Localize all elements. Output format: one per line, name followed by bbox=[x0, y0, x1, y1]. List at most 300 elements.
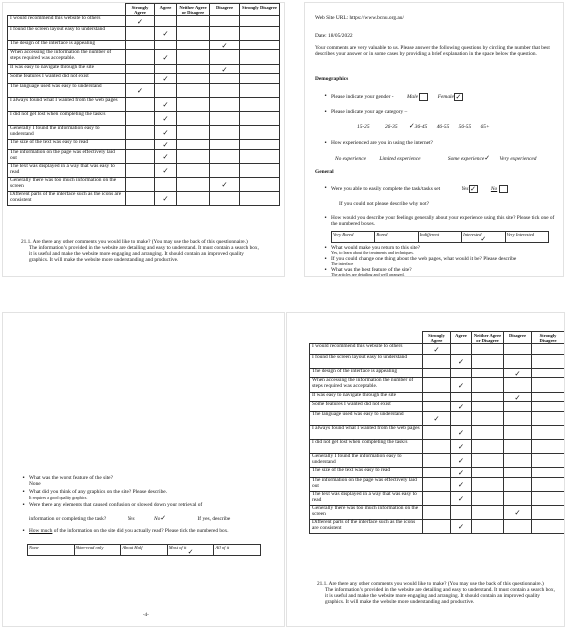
answer-cell[interactable] bbox=[423, 369, 451, 378]
comments-answer-copy: The information’s provided in the website are detailing and easy to understand. It must contain a search box, it is useful and make the website more engaging and arranging. It should contain an improved quality graphics. It will make the website more understanding and productive. bbox=[325, 587, 555, 605]
answer-cell[interactable] bbox=[532, 378, 565, 393]
answer-cell[interactable] bbox=[532, 355, 565, 369]
answer-cell[interactable] bbox=[504, 355, 532, 369]
answer-cell[interactable] bbox=[451, 378, 472, 393]
gender-label: Please indicate your gender - bbox=[331, 94, 394, 101]
answer-cell[interactable] bbox=[532, 402, 565, 412]
survey-question: Different parts of the interface such as the icons are consistent bbox=[310, 520, 423, 534]
exp-opt-1[interactable]: No experience bbox=[335, 156, 366, 162]
answer-cell[interactable] bbox=[240, 16, 280, 27]
feelings-question: • How would you describe your feelings generally about your experience using this site? Please tick one of the numbered boxes. bbox=[331, 215, 561, 227]
answer-cell[interactable] bbox=[423, 402, 451, 412]
answer-cell[interactable] bbox=[504, 344, 532, 355]
survey-question: The size of the text was easy to read bbox=[8, 140, 126, 150]
answer-cell[interactable] bbox=[532, 344, 565, 355]
answer-cell[interactable] bbox=[177, 98, 210, 112]
answer-cell[interactable] bbox=[504, 506, 532, 520]
survey-row bbox=[8, 27, 280, 41]
survey-question: The language used was easy to understand bbox=[310, 412, 423, 426]
answer-cell[interactable] bbox=[451, 355, 472, 369]
confusion-question: • Were there any elements that caused confusion or slowed down your retrieval of bbox=[29, 502, 202, 508]
answer-cell[interactable] bbox=[504, 440, 532, 454]
answer-cell[interactable] bbox=[155, 27, 177, 41]
answer-cell[interactable] bbox=[210, 65, 240, 74]
rating-box[interactable] bbox=[74, 545, 121, 556]
answer-cell[interactable] bbox=[240, 98, 280, 112]
yes-checkbox[interactable] bbox=[469, 185, 478, 193]
female-checkbox[interactable] bbox=[454, 93, 463, 101]
rating-label: Very Interested bbox=[506, 232, 535, 237]
rating-label: Skim-read only bbox=[75, 545, 104, 550]
answer-cell[interactable] bbox=[451, 520, 472, 534]
answer-cell[interactable] bbox=[126, 50, 155, 65]
open-questions-page bbox=[2, 312, 285, 627]
answer-cell[interactable] bbox=[155, 65, 177, 74]
answer-cell[interactable] bbox=[472, 393, 504, 402]
header-blank-cell bbox=[310, 332, 423, 344]
survey-row bbox=[310, 440, 565, 454]
rating-box[interactable] bbox=[332, 232, 375, 243]
survey-table bbox=[7, 3, 280, 206]
feelings-table bbox=[331, 231, 549, 243]
answer-cell[interactable] bbox=[155, 150, 177, 164]
age-opt-5[interactable]: 56-55 bbox=[458, 124, 472, 130]
survey-row bbox=[310, 426, 565, 440]
answer-cell[interactable] bbox=[177, 192, 210, 206]
rating-box[interactable] bbox=[505, 232, 548, 243]
answer-cell[interactable] bbox=[177, 16, 210, 27]
answer-cell[interactable] bbox=[177, 140, 210, 150]
answer-cell[interactable] bbox=[532, 440, 565, 454]
answer-cell[interactable] bbox=[155, 41, 177, 50]
answer-cell[interactable] bbox=[472, 478, 504, 492]
answer-cell[interactable] bbox=[126, 192, 155, 206]
answer-cell[interactable] bbox=[451, 412, 472, 426]
answer-cell[interactable] bbox=[210, 74, 240, 84]
comments-section-copy bbox=[317, 581, 555, 605]
survey-question: When accessing the information the number of steps required was acceptable. bbox=[8, 50, 126, 65]
answer-cell[interactable] bbox=[532, 492, 565, 506]
answer-cell[interactable] bbox=[472, 468, 504, 478]
date-line: Date: 18/05/2022 bbox=[315, 33, 353, 39]
survey-question: The text was displayed in a way that was easy to read bbox=[8, 164, 126, 178]
check-icon: ✓ bbox=[433, 414, 440, 423]
check-icon: ✓ bbox=[457, 480, 465, 489]
read-question bbox=[29, 528, 269, 534]
check-icon: ✓ bbox=[457, 402, 465, 411]
answer-cell[interactable] bbox=[126, 112, 155, 126]
answer-cell[interactable] bbox=[472, 506, 504, 520]
survey-row bbox=[8, 98, 280, 112]
confusion-tick-icon: ✓ bbox=[160, 514, 167, 522]
answer-cell[interactable] bbox=[240, 50, 280, 65]
survey-row bbox=[310, 454, 565, 468]
age-opt-6[interactable]: 65+ bbox=[480, 124, 490, 130]
answer-cell[interactable] bbox=[210, 164, 240, 178]
answer-cell[interactable] bbox=[423, 520, 451, 534]
answer-cell[interactable] bbox=[155, 140, 177, 150]
rating-box[interactable] bbox=[462, 232, 505, 243]
answer-cell[interactable] bbox=[126, 16, 155, 27]
survey-table-copy bbox=[309, 331, 565, 534]
answer-cell[interactable] bbox=[532, 412, 565, 426]
answer-cell[interactable] bbox=[423, 478, 451, 492]
answer-cell[interactable] bbox=[451, 492, 472, 506]
check-icon: ✓ bbox=[514, 392, 521, 402]
rating-box[interactable] bbox=[28, 545, 75, 556]
rating-tick-icon: ✓ bbox=[187, 548, 194, 556]
check-icon: ✓ bbox=[162, 52, 169, 62]
survey-header-row bbox=[8, 4, 280, 16]
answer-cell[interactable] bbox=[451, 454, 472, 468]
answer-cell[interactable] bbox=[504, 369, 532, 378]
answer-cell[interactable] bbox=[472, 369, 504, 378]
answer-cell[interactable] bbox=[423, 492, 451, 506]
exp-opt-4[interactable]: Very experienced bbox=[499, 156, 537, 162]
rating-box[interactable] bbox=[418, 232, 461, 243]
answer-cell[interactable] bbox=[240, 192, 280, 206]
confusion-question-cont: information or completing the task? bbox=[29, 516, 107, 522]
answer-cell[interactable] bbox=[240, 27, 280, 41]
scale-header: Disagree bbox=[504, 332, 532, 344]
rating-box[interactable] bbox=[214, 545, 261, 556]
answer-cell[interactable] bbox=[472, 344, 504, 355]
page-number: -4- bbox=[143, 613, 149, 618]
change-question: • If you could change one thing about the web pages, what would it be? Please describe bbox=[331, 256, 516, 262]
read-question-pre: How much bbox=[29, 528, 53, 534]
survey-question: Some features I wanted did not exist bbox=[8, 74, 126, 84]
survey-row bbox=[8, 192, 280, 206]
survey-row bbox=[8, 16, 280, 27]
best-question: • What was the best feature of the site? bbox=[331, 267, 412, 273]
answer-cell[interactable] bbox=[532, 478, 565, 492]
scale-header: Agree bbox=[155, 4, 177, 16]
check-icon: ✓ bbox=[162, 74, 169, 83]
answer-cell[interactable] bbox=[240, 178, 280, 192]
survey-page-bottom-right bbox=[286, 312, 565, 627]
age-question: • Please indicate your age category – bbox=[331, 109, 407, 115]
answer-cell[interactable] bbox=[451, 344, 472, 355]
survey-question: I did not get lost when completing the task/s bbox=[310, 440, 423, 454]
survey-row bbox=[310, 344, 565, 355]
answer-cell[interactable] bbox=[423, 344, 451, 355]
answer-cell[interactable] bbox=[451, 440, 472, 454]
check-icon: ✓ bbox=[514, 508, 521, 517]
answer-cell[interactable] bbox=[126, 84, 155, 98]
answer-cell[interactable] bbox=[155, 74, 177, 84]
exp-opt-3[interactable]: Some experience bbox=[447, 156, 485, 162]
male-checkbox[interactable] bbox=[419, 93, 428, 101]
worst-question: • What was the worst feature of the site? bbox=[29, 475, 113, 481]
answer-cell[interactable] bbox=[126, 126, 155, 140]
answer-cell[interactable] bbox=[451, 478, 472, 492]
survey-question: Generally I found the information easy to understand bbox=[8, 126, 126, 140]
answer-cell[interactable] bbox=[472, 412, 504, 426]
answer-cell[interactable] bbox=[126, 65, 155, 74]
answer-cell[interactable] bbox=[177, 41, 210, 50]
age-options bbox=[357, 123, 557, 130]
answer-cell[interactable] bbox=[240, 41, 280, 50]
answer-cell[interactable] bbox=[451, 402, 472, 412]
survey-row bbox=[310, 402, 565, 412]
answer-cell[interactable] bbox=[126, 140, 155, 150]
check-icon: ✓ bbox=[162, 128, 169, 137]
check-icon: ✓ bbox=[457, 442, 465, 451]
answer-cell[interactable] bbox=[423, 468, 451, 478]
answer-cell[interactable] bbox=[177, 112, 210, 126]
rating-label: Indifferent bbox=[419, 232, 440, 237]
check-icon: ✓ bbox=[433, 344, 440, 354]
answer-cell[interactable] bbox=[532, 393, 565, 402]
demographics-page bbox=[304, 2, 564, 277]
answer-cell[interactable] bbox=[155, 98, 177, 112]
answer-cell[interactable] bbox=[210, 27, 240, 41]
answer-cell[interactable] bbox=[451, 369, 472, 378]
answer-cell[interactable] bbox=[210, 150, 240, 164]
age-opt-4[interactable]: 46-55 bbox=[436, 124, 450, 130]
answer-cell[interactable] bbox=[504, 393, 532, 402]
survey-question: I would recommend this website to others bbox=[310, 344, 423, 355]
survey-question: I always found what I wanted from the web pages bbox=[310, 426, 423, 440]
answer-cell[interactable] bbox=[177, 84, 210, 98]
female-tick-icon: ✓ bbox=[455, 93, 462, 101]
age-opt-1[interactable]: 15-25 bbox=[357, 124, 370, 130]
check-icon: ✓ bbox=[221, 180, 228, 189]
answer-cell[interactable] bbox=[423, 454, 451, 468]
answer-cell[interactable] bbox=[532, 520, 565, 534]
answer-cell[interactable] bbox=[472, 440, 504, 454]
check-icon: ✓ bbox=[162, 29, 169, 38]
survey-question: It was easy to navigate through the site bbox=[8, 65, 126, 74]
survey-row bbox=[310, 478, 565, 492]
comments-question-copy: 21.1. Are there any other comments you would like to make? (You may use the back of this questionnaire.) bbox=[317, 581, 544, 587]
intro-text: Your comments are very valuable to us. Please answer the following questions by circling the number that best describes your answer or in some cases by providing a brief explanation in the space below the question. bbox=[315, 45, 550, 57]
answer-cell[interactable] bbox=[177, 50, 210, 65]
answer-cell[interactable] bbox=[504, 378, 532, 393]
feelings-row bbox=[332, 232, 549, 243]
answer-cell[interactable] bbox=[504, 454, 532, 468]
answer-cell[interactable] bbox=[423, 393, 451, 402]
check-icon: ✓ bbox=[162, 140, 169, 149]
answer-cell[interactable] bbox=[210, 50, 240, 65]
answer-cell[interactable] bbox=[155, 178, 177, 192]
check-icon: ✓ bbox=[457, 468, 465, 477]
answer-cell[interactable] bbox=[532, 468, 565, 478]
demographics-heading: Demographics bbox=[315, 76, 349, 82]
answer-cell[interactable] bbox=[451, 426, 472, 440]
survey-question: I found the screen layout easy to understand bbox=[310, 355, 423, 369]
answer-cell[interactable] bbox=[504, 402, 532, 412]
answer-cell[interactable] bbox=[210, 140, 240, 150]
answer-cell[interactable] bbox=[177, 65, 210, 74]
survey-question: The information on the page was effectively laid out bbox=[310, 478, 423, 492]
no-label: No bbox=[490, 186, 498, 193]
answer-cell[interactable] bbox=[155, 126, 177, 140]
survey-question: When accessing the information the number of steps required was acceptable. bbox=[310, 378, 423, 393]
best-answer: The articles are detailing and well arranged. bbox=[331, 272, 405, 277]
male-label: Male bbox=[406, 94, 419, 101]
check-icon: ✓ bbox=[514, 368, 521, 378]
answer-cell[interactable] bbox=[504, 492, 532, 506]
answer-cell[interactable] bbox=[504, 520, 532, 534]
check-icon: ✓ bbox=[457, 522, 465, 531]
survey-row bbox=[310, 492, 565, 506]
age-opt-3[interactable]: 36-45 bbox=[414, 124, 428, 130]
graphics-question: • What did you think of any graphics on the site? Please describe. bbox=[29, 489, 167, 495]
survey-question: I always found what I wanted from the web pages bbox=[8, 98, 126, 112]
answer-cell[interactable] bbox=[126, 178, 155, 192]
answer-cell[interactable] bbox=[423, 412, 451, 426]
answer-cell[interactable] bbox=[155, 192, 177, 206]
answer-cell[interactable] bbox=[240, 126, 280, 140]
answer-cell[interactable] bbox=[126, 98, 155, 112]
check-icon: ✓ bbox=[162, 166, 169, 175]
answer-cell[interactable] bbox=[155, 50, 177, 65]
answer-cell[interactable] bbox=[504, 468, 532, 478]
answer-cell[interactable] bbox=[532, 506, 565, 520]
scale-header: Neither Agree or Disagree bbox=[472, 332, 504, 344]
survey-row bbox=[8, 178, 280, 192]
survey-row bbox=[310, 520, 565, 534]
answer-cell[interactable] bbox=[532, 426, 565, 440]
change-answer: The interface bbox=[331, 261, 354, 266]
answer-cell[interactable] bbox=[177, 74, 210, 84]
answer-cell[interactable] bbox=[451, 393, 472, 402]
exp-opt-2[interactable]: Limited experience bbox=[379, 156, 421, 162]
survey-question: Generally I found the information easy to understand bbox=[310, 454, 423, 468]
survey-question: I did not get lost when completing the task/s bbox=[8, 112, 126, 126]
survey-question: It was easy to navigate through the site bbox=[310, 393, 423, 402]
rating-label: Interested bbox=[463, 232, 482, 237]
answer-cell[interactable] bbox=[126, 27, 155, 41]
comments-answer: The information’s provided in the website are detailing and easy to understand. It must contain a search box, it is useful and make the website more engaging and arranging. It should contain an improved quality graphics. It will make the website more understanding and productive. bbox=[29, 245, 259, 263]
answer-cell[interactable] bbox=[472, 426, 504, 440]
answer-cell[interactable] bbox=[177, 27, 210, 41]
answer-cell[interactable] bbox=[504, 412, 532, 426]
scale-header: Strongly Agree bbox=[423, 332, 451, 344]
scale-header: Strongly Disagree bbox=[240, 4, 280, 16]
answer-cell[interactable] bbox=[155, 112, 177, 126]
answer-cell[interactable] bbox=[177, 178, 210, 192]
answer-cell[interactable] bbox=[472, 454, 504, 468]
survey-row bbox=[8, 150, 280, 164]
rating-box[interactable] bbox=[121, 545, 168, 556]
header-blank-cell bbox=[8, 4, 126, 16]
experience-question: • How experienced are you in using the internet? bbox=[331, 140, 433, 146]
answer-cell[interactable] bbox=[423, 506, 451, 520]
answer-cell[interactable] bbox=[155, 84, 177, 98]
answer-cell[interactable] bbox=[423, 378, 451, 393]
answer-cell[interactable] bbox=[177, 164, 210, 178]
experience-options bbox=[335, 155, 536, 162]
answer-cell[interactable] bbox=[472, 492, 504, 506]
scale-header: Agree bbox=[451, 332, 472, 344]
answer-cell[interactable] bbox=[177, 126, 210, 140]
answer-cell[interactable] bbox=[210, 126, 240, 140]
confusion-tail: If yes, describe bbox=[197, 516, 231, 522]
answer-cell[interactable] bbox=[472, 402, 504, 412]
answer-cell[interactable] bbox=[532, 454, 565, 468]
check-icon: ✓ bbox=[136, 86, 144, 95]
answer-cell[interactable] bbox=[451, 468, 472, 478]
rating-label: Very Bored bbox=[333, 232, 354, 237]
survey-question: The information on the page was effectively laid out bbox=[8, 150, 126, 164]
no-checkbox[interactable] bbox=[499, 185, 508, 193]
rating-box[interactable] bbox=[375, 232, 418, 243]
answer-cell[interactable] bbox=[451, 506, 472, 520]
age-opt-2[interactable]: 26-35 bbox=[384, 124, 398, 130]
answer-cell[interactable] bbox=[210, 98, 240, 112]
answer-cell[interactable] bbox=[210, 16, 240, 27]
exp-tick-icon: ✓ bbox=[484, 154, 491, 162]
confusion-no[interactable]: No bbox=[153, 516, 161, 522]
answer-cell[interactable] bbox=[126, 41, 155, 50]
answer-cell[interactable] bbox=[240, 84, 280, 98]
check-icon: ✓ bbox=[221, 64, 228, 74]
yes-tick-icon: ✓ bbox=[470, 185, 476, 193]
answer-cell[interactable] bbox=[210, 192, 240, 206]
survey-row bbox=[8, 84, 280, 98]
graphics-answer: It requires a good quality graphics. bbox=[29, 495, 88, 500]
return-answer: Yes, to learn about the treatments and techniques. bbox=[331, 250, 414, 255]
answer-cell[interactable] bbox=[155, 16, 177, 27]
answer-cell[interactable] bbox=[240, 150, 280, 164]
check-icon: ✓ bbox=[162, 100, 169, 109]
confusion-yes[interactable]: Yes bbox=[127, 516, 135, 522]
answer-cell[interactable] bbox=[532, 369, 565, 378]
answer-cell[interactable] bbox=[423, 426, 451, 440]
answer-cell[interactable] bbox=[177, 150, 210, 164]
task-question bbox=[331, 185, 508, 193]
answer-cell[interactable] bbox=[472, 378, 504, 393]
answer-cell[interactable] bbox=[240, 140, 280, 150]
survey-body bbox=[8, 16, 280, 206]
survey-question: I would recommend this website to others bbox=[8, 16, 126, 27]
yes-label: Yes bbox=[461, 186, 469, 193]
answer-cell[interactable] bbox=[126, 164, 155, 178]
survey-question: The size of the text was easy to read bbox=[310, 468, 423, 478]
answer-cell[interactable] bbox=[155, 164, 177, 178]
answer-cell[interactable] bbox=[210, 178, 240, 192]
answer-cell[interactable] bbox=[423, 440, 451, 454]
read-amount-row bbox=[28, 545, 261, 556]
survey-row bbox=[8, 50, 280, 65]
answer-cell[interactable] bbox=[240, 65, 280, 74]
answer-cell[interactable] bbox=[504, 478, 532, 492]
answer-cell[interactable] bbox=[472, 355, 504, 369]
answer-cell[interactable] bbox=[210, 112, 240, 126]
answer-cell[interactable] bbox=[210, 41, 240, 50]
not-question: If you could not please describe why not? bbox=[339, 201, 429, 207]
answer-cell[interactable] bbox=[210, 84, 240, 98]
survey-body-copy bbox=[310, 344, 565, 534]
answer-cell[interactable] bbox=[240, 164, 280, 178]
answer-cell[interactable] bbox=[240, 112, 280, 126]
answer-cell[interactable] bbox=[126, 74, 155, 84]
check-icon: ✓ bbox=[162, 152, 169, 161]
return-question: • What would make you return to this site? bbox=[331, 245, 420, 251]
check-icon: ✓ bbox=[162, 194, 169, 203]
survey-row bbox=[310, 412, 565, 426]
survey-row bbox=[8, 164, 280, 178]
answer-cell[interactable] bbox=[126, 150, 155, 164]
answer-cell[interactable] bbox=[504, 426, 532, 440]
answer-cell[interactable] bbox=[423, 355, 451, 369]
site-url: Web Site URL: https://www.bcnu.org.au/ bbox=[315, 15, 404, 21]
answer-cell[interactable] bbox=[240, 74, 280, 84]
rating-box[interactable] bbox=[167, 545, 214, 556]
answer-cell[interactable] bbox=[472, 520, 504, 534]
